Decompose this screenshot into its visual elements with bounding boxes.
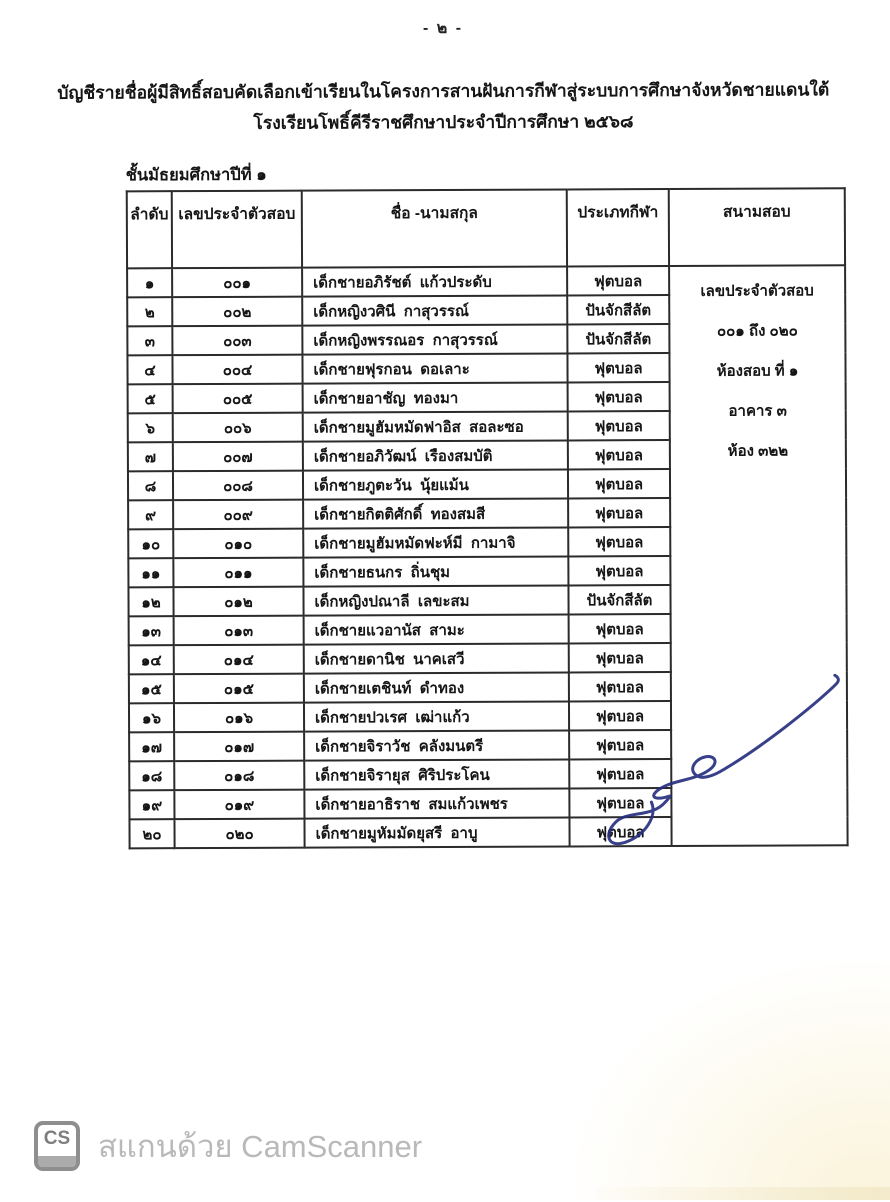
exam-id-cell: ๐๐๙ [173, 500, 303, 530]
order-cell: ๑๑ [128, 558, 173, 587]
camscanner-watermark [34, 1120, 422, 1172]
header-exam-id: เลขประจำตัวสอบ [172, 191, 302, 269]
exam-id-cell: ๐๑๓ [174, 616, 304, 646]
exam-id-cell: ๐๑๑ [173, 558, 303, 588]
sport-cell: ฟุตบอล [567, 353, 669, 382]
name-cell: เด็กชายปวเรศ เฒ่าแก้ว [304, 701, 569, 731]
venue-line: ห้องสอบ ที่ ๑ [716, 362, 799, 380]
name-cell: เด็กชายแวอานัส สามะ [304, 614, 569, 644]
venue-line: ห้อง ๓๒๒ [727, 442, 789, 460]
sport-cell: ฟุตบอล [569, 730, 671, 759]
sport-cell: ฟุตบอล [569, 643, 671, 672]
sport-cell: ฟุตบอล [568, 469, 670, 498]
exam-id-cell: ๐๑๐ [173, 529, 303, 559]
header-order: ลำดับ [127, 191, 172, 268]
order-cell: ๑๐ [128, 529, 173, 558]
sport-cell: ฟุตบอล [568, 498, 670, 527]
sport-cell: ฟุตบอล [569, 759, 671, 788]
order-cell: ๑๘ [129, 761, 174, 790]
venue-line: อาคาร ๓ [728, 402, 787, 420]
exam-id-cell: ๐๑๖ [174, 703, 304, 733]
sport-cell: ปันจักสีลัต [568, 585, 670, 614]
name-cell: เด็กชายมูหัมมัดยุสรี อาบู [304, 817, 569, 847]
exam-id-cell: ๐๐๖ [173, 413, 303, 443]
exam-id-cell: ๐๐๕ [173, 384, 303, 414]
exam-id-cell: ๐๑๗ [174, 732, 304, 762]
name-cell: เด็กชายมูฮัมหมัดฟะห์มี กามาจิ [303, 527, 568, 557]
name-cell: เด็กชายดานิช นาคเสวี [304, 643, 569, 673]
order-cell: ๑๒ [128, 587, 173, 616]
name-cell: เด็กชายอภิรัชต์ แก้วประดับ [302, 266, 567, 296]
name-cell: เด็กชายอาธิราช สมแก้วเพชร [304, 788, 569, 818]
order-cell: ๕ [128, 384, 173, 413]
exam-id-cell: ๐๐๑ [172, 268, 302, 298]
exam-id-cell: ๐๑๘ [174, 761, 304, 791]
exam-id-cell: ๐๒๐ [174, 819, 304, 849]
camscanner-logo-icon [34, 1121, 80, 1171]
order-cell: ๓ [127, 326, 172, 355]
sport-cell: ฟุตบอล [568, 556, 670, 585]
name-cell: เด็กชายเตชินท์ ดำทอง [304, 672, 569, 702]
sport-cell: ฟุตบอล [568, 382, 670, 411]
camscanner-logo-letters: CS [43, 1128, 71, 1149]
venue-line: ๐๐๑ ถึง ๐๒๐ [716, 322, 798, 340]
name-cell: เด็กหญิงพรรณอร กาสุวรรณ์ [302, 324, 567, 354]
order-cell: ๒๐ [129, 819, 174, 848]
handwritten-signature [599, 653, 862, 854]
exam-id-cell: ๐๐๒ [172, 297, 302, 327]
order-cell: ๑๔ [129, 645, 174, 674]
name-cell: เด็กหญิงวศินี กาสุวรรณ์ [302, 295, 567, 325]
name-cell: เด็กชายอาชัญ ทองมา [303, 382, 568, 412]
name-cell: เด็กชายอภิวัฒน์ เรืองสมบัติ [303, 440, 568, 470]
exam-id-cell: ๐๑๔ [174, 645, 304, 675]
order-cell: ๔ [127, 355, 172, 384]
name-cell: เด็กชายฟุรกอน ดอเลาะ [302, 353, 567, 383]
sport-cell: ฟุตบอล [568, 527, 670, 556]
order-cell: ๑ [127, 268, 172, 297]
order-cell: ๑๙ [129, 790, 174, 819]
order-cell: ๙ [128, 500, 173, 529]
table-header [127, 188, 845, 268]
document-title-line2: โรงเรียนโพธิ์คีรีราชศึกษาประจำปีการศึกษา ๒๕๖๘ [253, 111, 634, 133]
sport-cell: ฟุตบอล [567, 266, 669, 295]
exam-id-cell: ๐๑๙ [174, 790, 304, 820]
order-cell: ๒ [127, 297, 172, 326]
watermark-text: สแกนด้วย CamScanner [98, 1129, 423, 1164]
name-cell: เด็กหญิงปณาลี เลขะสม [303, 585, 568, 615]
sport-cell: ปันจักสีลัต [567, 324, 669, 353]
header-sport: ประเภทกีฬา [567, 189, 669, 266]
order-cell: ๖ [128, 413, 173, 442]
sport-cell: ฟุตบอล [569, 788, 671, 817]
name-cell: เด็กชายกิตติศักดิ์ ทองสมสี [303, 498, 568, 528]
order-cell: ๑๖ [129, 703, 174, 732]
exam-id-cell: ๐๐๗ [173, 442, 303, 472]
exam-id-cell: ๐๐๔ [172, 355, 302, 385]
exam-id-cell: ๐๑๕ [174, 674, 304, 704]
name-cell: เด็กชายจิราวัช คลังมนตรี [304, 730, 569, 760]
exam-id-cell: ๐๐๘ [173, 471, 303, 501]
venue-line: เลขประจำตัวสอบ [700, 282, 814, 300]
page-number: - ๒ - [422, 19, 464, 38]
name-cell: เด็กชายธนกร ถิ่นชุม [303, 556, 568, 586]
order-cell: ๗ [128, 442, 173, 471]
sport-cell: ฟุตบอล [569, 701, 671, 730]
order-cell: ๑๗ [129, 732, 174, 761]
document-title-line1: บัญชีรายชื่อผู้มีสิทธิ์สอบคัดเลือกเข้าเรียนในโครงการสานฝันการกีฬาสู่ระบบการศึกษาจังหวัดชายแดนใต้ [57, 79, 830, 103]
exam-id-cell: ๐๑๒ [173, 587, 303, 617]
name-cell: เด็กชายจิรายุส ศิริประโคน [304, 759, 569, 789]
sport-cell: ฟุตบอล [569, 672, 671, 701]
sport-cell: ฟุตบอล [569, 817, 671, 846]
table-row [127, 265, 845, 297]
order-cell: ๑๕ [129, 674, 174, 703]
header-name: ชื่อ -นามสกุล [302, 189, 567, 267]
exam-id-cell: ๐๐๓ [172, 326, 302, 356]
order-cell: ๑๓ [129, 616, 174, 645]
grade-level-label: ชั้นมัธยมศึกษาปีที่ ๑ [125, 165, 267, 185]
sport-cell: ฟุตบอล [568, 411, 670, 440]
header-venue: สนามสอบ [669, 188, 845, 266]
sport-cell: ฟุตบอล [569, 614, 671, 643]
sport-cell: ปันจักสีลัต [567, 295, 669, 324]
camscanner-logo-bar [38, 1156, 76, 1167]
name-cell: เด็กชายมูฮัมหมัดฟาอิส สอละซอ [303, 411, 568, 441]
sport-cell: ฟุตบอล [568, 440, 670, 469]
document-title [0, 74, 889, 140]
name-cell: เด็กชายภูตะวัน นุ้ยแม้น [303, 469, 568, 499]
order-cell: ๘ [128, 471, 173, 500]
